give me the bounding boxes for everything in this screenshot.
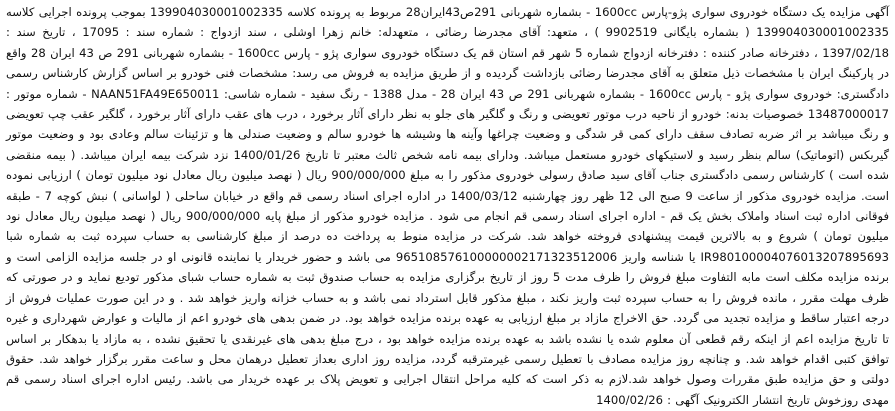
- auction-notice-text: آگهی مزایده یک دستگاه خودروی سواری پژو-پارس 1600cc - بشماره شهربانی 291ص43ایران28 مربوط به پرونده کلاسه 139904030001002335 بموجب پرونده اجرایی کلاسه 139904030001002335 ( بشماره بایگانی 9902519 ) ، متعهد: آقای مجدرضا رضائی ، متعهدله: خانم زهرا اوشلی ، سند ازدواج : شماره سند : 17095 ، تاریخ سند : 1397/02/18 ، دفترخانه صادر کننده : دفترخانه ازدواج شماره 5 شهر قم استان قم یک دستگاه خودروی سواری پژو - پارس 1600cc - بشماره شهربانی 291 ص 43 ایران 28 واقع در پارکینگ ایران با مشخصات ذیل متعلق به آقای مجدرضا رضائی بازداشت گردیده و از طریق مزایده به فروش می رسد: مشخصات فنی خودرو بر اساس گزارش کارشناس رسمی دادگستری: خودروی سواری پژو - پارس 1600cc - بشماره شهربانی 291 ص 43 ایران 28 - مدل 1388 - رنگ سفید - شماره شاسی: NAAN51FA49E650011 - شماره موتور : 13487000017 خصوصیات بدنه: خودرو از ناحیه درب موتور تعویضی و رنگ و گلگیر های جلو به نظر دارای آثار برخورد ، درب های عقب دارای آثار برخورد ، گلگیر عقب چپ تعویضی و رنگ میباشد بر اثر ضربه تصادف سقف دارای کمی قر شدگی و وضعیت چراغها وآینه ها وشیشه ها خودرو سالم و وضعیت صندلی ها و تزئینات سالم وعادی بود و وضعیت موتور گیربکس (اتوماتیک) سالم بنظر رسید و لاستیکهای خودرو مستعمل میباشد. ودارای بیمه نامه شخص ثالث معتبر تا تاریخ 1400/01/26 نزد شرکت بیمه ایران میباشد. ( بیمه منقضی شده است ) کارشناس رسمی دادگستری جناب آقای سید صادق رسولی خودروی مذکور را به مبلغ 900/000/000 ریال ( نهصد میلیون ریال معادل نود میلیون تومان ) ارزیابی نموده است. مزایده خودروی مذکور از ساعت 9 صبح الی 12 ظهر روز چهارشنبه 1400/03/12 در اداره اجرای اسناد رسمی قم واقع در خیابان ساحلی ( لواسانی ) نبش کوچه 7 - طبقه فوقانی اداره ثبت اسناد واملاک بخش یک قم - اداره اجرای اسناد رسمی قم انجام می شود . مزایده خودرو مذکور از مبلغ پایه 900/000/000 ریال ( نهصد میلیون ریال معادل نود میلیون تومان ) شروع و به بالاترین قیمت پیشنهادی فروخته خواهد شد. شرکت در مزایده منوط به پرداخت ده درصد از مبلغ کارشناسی به حساب سپرده ثبت به شماره شبا IR980100004076013207895693 یا شناسه واریز 965108576100000002171323512006 می باشد و حضور خریدار یا نماینده قانونی او در جلسه مزایده الزامی است و برنده مزایده مکلف است مابه التفاوت مبلغ فروش را ظرف مدت 5 روز از تاریخ برگزاری مزایده به حساب صندوق ثبت به شماره حساب شبای مذکور تودیع نماید و در صورتی که ظرف مهلت مقرر ، مانده فروش را به حساب سپرده ثبت واریز نکند ، مبلغ مذکور قابل استرداد نمی باشد و به حساب خزانه واریز خواهد شد . و در این صورت عملیات فروش از درجه اعتبار ساقط و مزایده تجدید می گردد. حق الاخراج مازاد بر مبلغ ارزیابی به عهده برنده مزایده خواهد بود. در ضمن بدهی های خودرو اعم از مالیات و عوارض شهرداری و غیره تا تاریخ مزایده اعم از اینکه رقم قطعی آن معلوم شده یا نشده باشد به عهده برنده مزایده خواهد بود ، درج مبلغ بدهی های غیرنقدی یا تحقیق نشده ، به مازاد یا بدهکار بر اساس توافق کتبی اقدام خواهد شد. و چنانچه روز مزایده مصادف با تعطیل رسمی غیرمترقبه گردد، مزایده روز اداری بعداز تعطیل درهمان محل و ساعت مقرر برگزار خواهد شد. حقوق دولتی و حق مزایده طبق مقررات وصول خواهد شد.لازم به ذکر است که کلیه مراحل انتقال اجرایی و تعویض پلاک بر عهده خریدار می باشد. رئیس اداره اجرای اسناد رسمی قم مهدی روزخوش تاریخ انتشار الکترونیک آگهی : 1400/02/26: [6, 5, 890, 407]
